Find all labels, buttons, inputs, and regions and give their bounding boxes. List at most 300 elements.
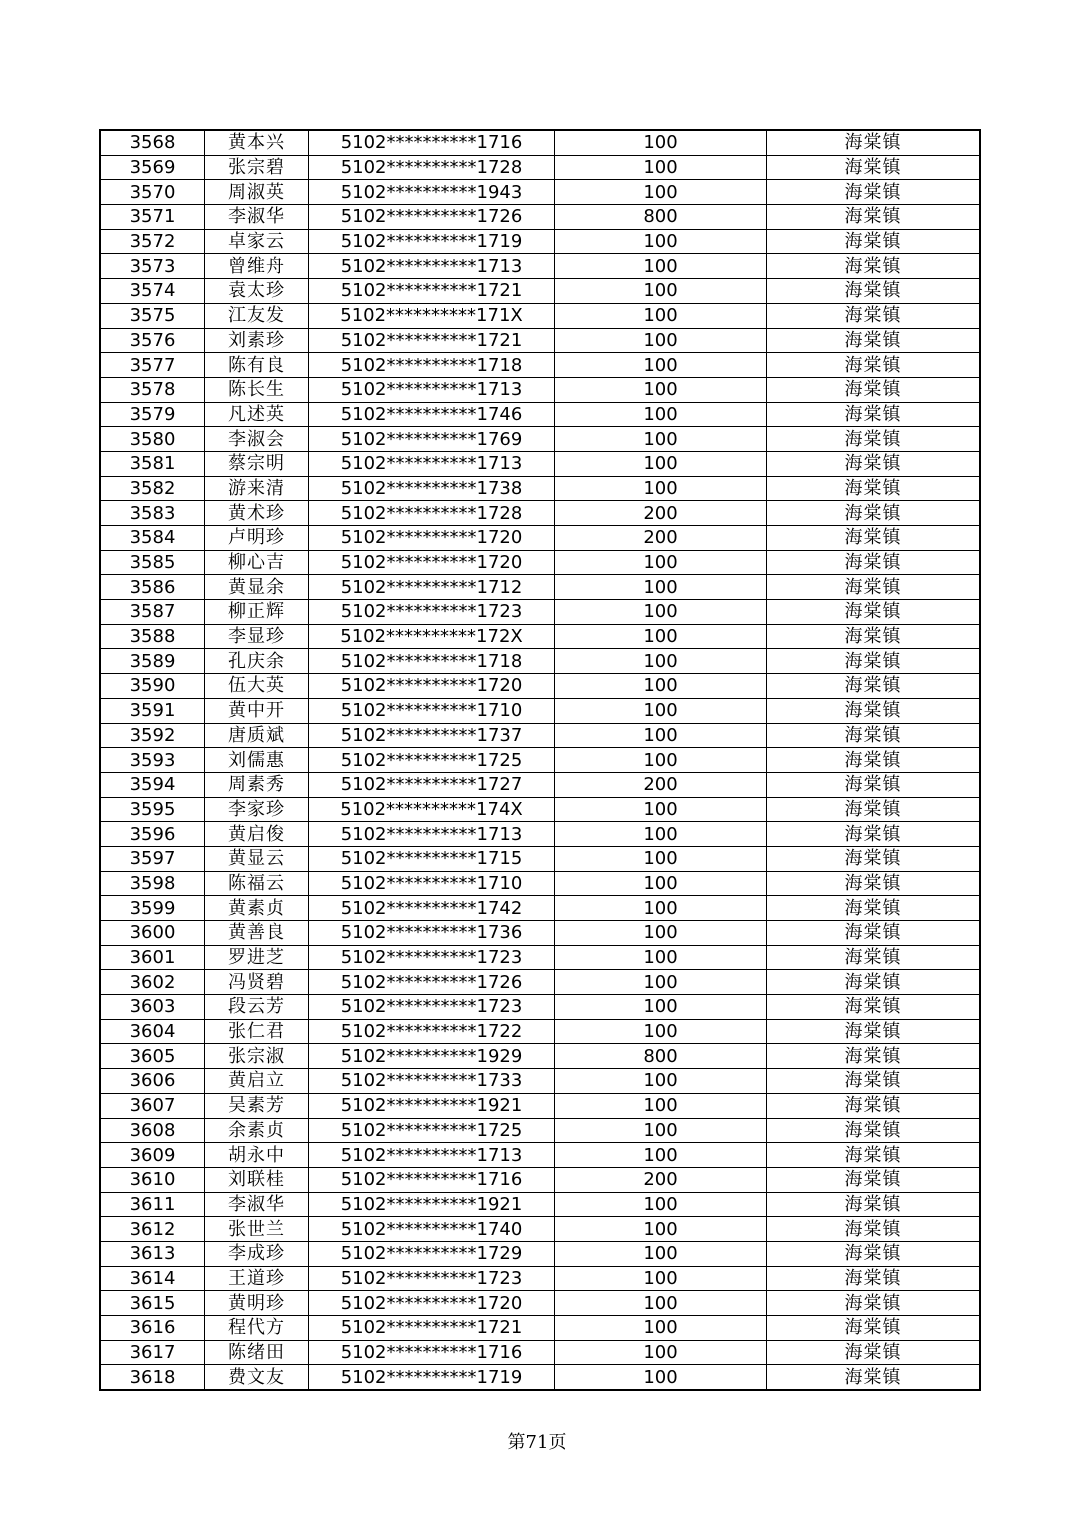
- table-row: [100, 427, 980, 452]
- row-number-cell: 3579: [100, 402, 205, 427]
- id-number-cell: 5102**********174X: [309, 797, 555, 822]
- id-number-cell: 5102**********1720: [309, 674, 555, 699]
- table-row: [100, 970, 980, 995]
- id-number-cell: 5102**********1921: [309, 1093, 555, 1118]
- id-number-cell: 5102**********1713: [309, 1143, 555, 1168]
- id-number-cell: 5102**********1943: [309, 180, 555, 205]
- amount-cell: 100: [555, 575, 767, 600]
- row-number-cell: 3610: [100, 1167, 205, 1192]
- table-row: [100, 1266, 980, 1291]
- town-cell: 海棠镇: [767, 427, 981, 452]
- row-number-cell: 3617: [100, 1340, 205, 1365]
- person-name-cell: 黄术珍: [205, 501, 309, 526]
- amount-cell: 200: [555, 526, 767, 551]
- table-row: [100, 501, 980, 526]
- person-name-cell: 李成珍: [205, 1241, 309, 1266]
- row-number-cell: 3607: [100, 1093, 205, 1118]
- row-number-cell: 3606: [100, 1069, 205, 1094]
- town-cell: 海棠镇: [767, 1241, 981, 1266]
- row-number-cell: 3598: [100, 871, 205, 896]
- town-cell: 海棠镇: [767, 600, 981, 625]
- person-name-cell: 游来清: [205, 476, 309, 501]
- id-number-cell: 5102**********1720: [309, 1291, 555, 1316]
- town-cell: 海棠镇: [767, 303, 981, 328]
- table-row: [100, 846, 980, 871]
- table-row: [100, 896, 980, 921]
- amount-cell: 800: [555, 1044, 767, 1069]
- row-number-cell: 3597: [100, 846, 205, 871]
- person-name-cell: 卢明珍: [205, 526, 309, 551]
- amount-cell: 200: [555, 772, 767, 797]
- amount-cell: 100: [555, 377, 767, 402]
- row-number-cell: 3614: [100, 1266, 205, 1291]
- row-number-cell: 3618: [100, 1365, 205, 1390]
- amount-cell: 100: [555, 1143, 767, 1168]
- person-name-cell: 刘儒惠: [205, 748, 309, 773]
- person-name-cell: 余素贞: [205, 1118, 309, 1143]
- person-name-cell: 陈福云: [205, 871, 309, 896]
- amount-cell: 100: [555, 871, 767, 896]
- amount-cell: 200: [555, 501, 767, 526]
- amount-cell: 100: [555, 600, 767, 625]
- person-name-cell: 刘联桂: [205, 1167, 309, 1192]
- person-name-cell: 唐质斌: [205, 723, 309, 748]
- table-row: [100, 1167, 980, 1192]
- amount-cell: 100: [555, 1266, 767, 1291]
- table-row: [100, 1069, 980, 1094]
- table-row: [100, 229, 980, 254]
- id-number-cell: 5102**********1728: [309, 155, 555, 180]
- id-number-cell: 5102**********1720: [309, 550, 555, 575]
- amount-cell: 100: [555, 921, 767, 946]
- town-cell: 海棠镇: [767, 130, 981, 155]
- row-number-cell: 3571: [100, 205, 205, 230]
- table-row: [100, 600, 980, 625]
- town-cell: 海棠镇: [767, 328, 981, 353]
- table-row: [100, 1044, 980, 1069]
- amount-cell: 100: [555, 254, 767, 279]
- person-name-cell: 李淑华: [205, 1192, 309, 1217]
- town-cell: 海棠镇: [767, 1093, 981, 1118]
- person-name-cell: 黄善良: [205, 921, 309, 946]
- row-number-cell: 3575: [100, 303, 205, 328]
- row-number-cell: 3602: [100, 970, 205, 995]
- row-number-cell: 3613: [100, 1241, 205, 1266]
- town-cell: 海棠镇: [767, 1167, 981, 1192]
- town-cell: 海棠镇: [767, 896, 981, 921]
- row-number-cell: 3573: [100, 254, 205, 279]
- table-row: [100, 402, 980, 427]
- person-name-cell: 蔡宗明: [205, 451, 309, 476]
- table-row: [100, 377, 980, 402]
- person-name-cell: 刘素珍: [205, 328, 309, 353]
- id-number-cell: 5102**********1713: [309, 451, 555, 476]
- town-cell: 海棠镇: [767, 279, 981, 304]
- person-name-cell: 王道珍: [205, 1266, 309, 1291]
- town-cell: 海棠镇: [767, 575, 981, 600]
- town-cell: 海棠镇: [767, 945, 981, 970]
- table-row: [100, 1143, 980, 1168]
- person-name-cell: 陈有良: [205, 353, 309, 378]
- row-number-cell: 3572: [100, 229, 205, 254]
- town-cell: 海棠镇: [767, 748, 981, 773]
- id-number-cell: 5102**********1921: [309, 1192, 555, 1217]
- amount-cell: 100: [555, 328, 767, 353]
- town-cell: 海棠镇: [767, 822, 981, 847]
- table-row: [100, 674, 980, 699]
- person-name-cell: 江友发: [205, 303, 309, 328]
- town-cell: 海棠镇: [767, 476, 981, 501]
- id-number-cell: 5102**********1736: [309, 921, 555, 946]
- person-name-cell: 张仁君: [205, 1019, 309, 1044]
- town-cell: 海棠镇: [767, 772, 981, 797]
- amount-cell: 100: [555, 155, 767, 180]
- table-row: [100, 1217, 980, 1242]
- row-number-cell: 3569: [100, 155, 205, 180]
- id-number-cell: 5102**********1733: [309, 1069, 555, 1094]
- person-name-cell: 黄明珍: [205, 1291, 309, 1316]
- person-name-cell: 李显珍: [205, 624, 309, 649]
- person-name-cell: 黄素贞: [205, 896, 309, 921]
- table-row: [100, 1291, 980, 1316]
- amount-cell: 100: [555, 1241, 767, 1266]
- table-row: [100, 550, 980, 575]
- town-cell: 海棠镇: [767, 1019, 981, 1044]
- person-name-cell: 卓家云: [205, 229, 309, 254]
- person-name-cell: 陈绪田: [205, 1340, 309, 1365]
- id-number-cell: 5102**********1716: [309, 1340, 555, 1365]
- person-name-cell: 孔庆余: [205, 649, 309, 674]
- row-number-cell: 3595: [100, 797, 205, 822]
- town-cell: 海棠镇: [767, 649, 981, 674]
- table-row: [100, 254, 980, 279]
- table-row: [100, 130, 980, 155]
- town-cell: 海棠镇: [767, 353, 981, 378]
- table-row: [100, 723, 980, 748]
- amount-cell: 100: [555, 1093, 767, 1118]
- table-row: [100, 1019, 980, 1044]
- id-number-cell: 5102**********1740: [309, 1217, 555, 1242]
- id-number-cell: 5102**********1728: [309, 501, 555, 526]
- table-row: [100, 822, 980, 847]
- town-cell: 海棠镇: [767, 180, 981, 205]
- table-row: [100, 353, 980, 378]
- town-cell: 海棠镇: [767, 254, 981, 279]
- row-number-cell: 3612: [100, 1217, 205, 1242]
- amount-cell: 100: [555, 130, 767, 155]
- town-cell: 海棠镇: [767, 723, 981, 748]
- id-number-cell: 5102**********1713: [309, 377, 555, 402]
- town-cell: 海棠镇: [767, 674, 981, 699]
- table-row: [100, 945, 980, 970]
- row-number-cell: 3576: [100, 328, 205, 353]
- person-name-cell: 黄启俊: [205, 822, 309, 847]
- table-row: [100, 205, 980, 230]
- town-cell: 海棠镇: [767, 501, 981, 526]
- town-cell: 海棠镇: [767, 1291, 981, 1316]
- town-cell: 海棠镇: [767, 205, 981, 230]
- row-number-cell: 3593: [100, 748, 205, 773]
- row-number-cell: 3588: [100, 624, 205, 649]
- person-name-cell: 柳正辉: [205, 600, 309, 625]
- row-number-cell: 3604: [100, 1019, 205, 1044]
- id-number-cell: 5102**********1720: [309, 526, 555, 551]
- id-number-cell: 5102**********1729: [309, 1241, 555, 1266]
- table-row: [100, 451, 980, 476]
- person-name-cell: 黄中开: [205, 698, 309, 723]
- table-row: [100, 1340, 980, 1365]
- id-number-cell: 5102**********1722: [309, 1019, 555, 1044]
- row-number-cell: 3585: [100, 550, 205, 575]
- amount-cell: 100: [555, 1192, 767, 1217]
- id-number-cell: 5102**********1723: [309, 995, 555, 1020]
- person-name-cell: 柳心吉: [205, 550, 309, 575]
- table-row: [100, 1192, 980, 1217]
- person-name-cell: 程代方: [205, 1316, 309, 1341]
- amount-cell: 100: [555, 229, 767, 254]
- row-number-cell: 3568: [100, 130, 205, 155]
- amount-cell: 100: [555, 970, 767, 995]
- table-row: [100, 797, 980, 822]
- town-cell: 海棠镇: [767, 1118, 981, 1143]
- town-cell: 海棠镇: [767, 995, 981, 1020]
- roster-table: [99, 129, 981, 1391]
- id-number-cell: 5102**********1719: [309, 1365, 555, 1390]
- row-number-cell: 3600: [100, 921, 205, 946]
- table-row: [100, 649, 980, 674]
- id-number-cell: 5102**********1746: [309, 402, 555, 427]
- row-number-cell: 3590: [100, 674, 205, 699]
- id-number-cell: 5102**********1726: [309, 970, 555, 995]
- amount-cell: 100: [555, 550, 767, 575]
- id-number-cell: 5102**********1716: [309, 1167, 555, 1192]
- person-name-cell: 黄显云: [205, 846, 309, 871]
- person-name-cell: 凡述英: [205, 402, 309, 427]
- person-name-cell: 李淑华: [205, 205, 309, 230]
- amount-cell: 100: [555, 995, 767, 1020]
- town-cell: 海棠镇: [767, 1365, 981, 1390]
- person-name-cell: 胡永中: [205, 1143, 309, 1168]
- town-cell: 海棠镇: [767, 1217, 981, 1242]
- person-name-cell: 黄显余: [205, 575, 309, 600]
- amount-cell: 100: [555, 1365, 767, 1390]
- table-row: [100, 476, 980, 501]
- row-number-cell: 3581: [100, 451, 205, 476]
- amount-cell: 100: [555, 674, 767, 699]
- person-name-cell: 周淑英: [205, 180, 309, 205]
- row-number-cell: 3615: [100, 1291, 205, 1316]
- id-number-cell: 5102**********1713: [309, 822, 555, 847]
- person-name-cell: 张世兰: [205, 1217, 309, 1242]
- town-cell: 海棠镇: [767, 921, 981, 946]
- id-number-cell: 5102**********1718: [309, 353, 555, 378]
- amount-cell: 100: [555, 303, 767, 328]
- id-number-cell: 5102**********1716: [309, 130, 555, 155]
- id-number-cell: 5102**********1713: [309, 254, 555, 279]
- table-row: [100, 1093, 980, 1118]
- table-row: [100, 624, 980, 649]
- amount-cell: 100: [555, 846, 767, 871]
- id-number-cell: 5102**********1742: [309, 896, 555, 921]
- id-number-cell: 5102**********1929: [309, 1044, 555, 1069]
- id-number-cell: 5102**********171X: [309, 303, 555, 328]
- roster-table-body: [100, 130, 980, 1390]
- row-number-cell: 3616: [100, 1316, 205, 1341]
- person-name-cell: 黄启立: [205, 1069, 309, 1094]
- town-cell: 海棠镇: [767, 377, 981, 402]
- table-row: [100, 180, 980, 205]
- table-row: [100, 279, 980, 304]
- amount-cell: 100: [555, 402, 767, 427]
- town-cell: 海棠镇: [767, 1143, 981, 1168]
- town-cell: 海棠镇: [767, 1340, 981, 1365]
- town-cell: 海棠镇: [767, 451, 981, 476]
- row-number-cell: 3577: [100, 353, 205, 378]
- id-number-cell: 5102**********1710: [309, 871, 555, 896]
- amount-cell: 100: [555, 180, 767, 205]
- amount-cell: 100: [555, 896, 767, 921]
- town-cell: 海棠镇: [767, 402, 981, 427]
- amount-cell: 100: [555, 1118, 767, 1143]
- row-number-cell: 3608: [100, 1118, 205, 1143]
- id-number-cell: 5102**********1718: [309, 649, 555, 674]
- person-name-cell: 张宗碧: [205, 155, 309, 180]
- row-number-cell: 3601: [100, 945, 205, 970]
- table-row: [100, 871, 980, 896]
- amount-cell: 100: [555, 279, 767, 304]
- amount-cell: 100: [555, 649, 767, 674]
- person-name-cell: 冯贤碧: [205, 970, 309, 995]
- amount-cell: 100: [555, 1340, 767, 1365]
- row-number-cell: 3591: [100, 698, 205, 723]
- row-number-cell: 3603: [100, 995, 205, 1020]
- id-number-cell: 5102**********1710: [309, 698, 555, 723]
- id-number-cell: 5102**********1738: [309, 476, 555, 501]
- id-number-cell: 5102**********1727: [309, 772, 555, 797]
- id-number-cell: 5102**********1723: [309, 945, 555, 970]
- row-number-cell: 3605: [100, 1044, 205, 1069]
- id-number-cell: 5102**********1725: [309, 1118, 555, 1143]
- amount-cell: 100: [555, 476, 767, 501]
- table-row: [100, 698, 980, 723]
- amount-cell: 100: [555, 353, 767, 378]
- table-row: [100, 1365, 980, 1390]
- row-number-cell: 3587: [100, 600, 205, 625]
- id-number-cell: 5102**********1737: [309, 723, 555, 748]
- table-row: [100, 748, 980, 773]
- row-number-cell: 3596: [100, 822, 205, 847]
- person-name-cell: 李淑会: [205, 427, 309, 452]
- person-name-cell: 陈长生: [205, 377, 309, 402]
- row-number-cell: 3594: [100, 772, 205, 797]
- town-cell: 海棠镇: [767, 1044, 981, 1069]
- amount-cell: 100: [555, 1217, 767, 1242]
- town-cell: 海棠镇: [767, 1316, 981, 1341]
- town-cell: 海棠镇: [767, 526, 981, 551]
- town-cell: 海棠镇: [767, 698, 981, 723]
- row-number-cell: 3611: [100, 1192, 205, 1217]
- town-cell: 海棠镇: [767, 970, 981, 995]
- person-name-cell: 罗进芝: [205, 945, 309, 970]
- person-name-cell: 李家珍: [205, 797, 309, 822]
- page-number: 第71页: [507, 1432, 567, 1453]
- row-number-cell: 3592: [100, 723, 205, 748]
- person-name-cell: 曾维舟: [205, 254, 309, 279]
- row-number-cell: 3584: [100, 526, 205, 551]
- id-number-cell: 5102**********1769: [309, 427, 555, 452]
- person-name-cell: 周素秀: [205, 772, 309, 797]
- town-cell: 海棠镇: [767, 871, 981, 896]
- row-number-cell: 3609: [100, 1143, 205, 1168]
- amount-cell: 100: [555, 1069, 767, 1094]
- row-number-cell: 3599: [100, 896, 205, 921]
- amount-cell: 100: [555, 1316, 767, 1341]
- row-number-cell: 3574: [100, 279, 205, 304]
- amount-cell: 100: [555, 451, 767, 476]
- id-number-cell: 5102**********1726: [309, 205, 555, 230]
- id-number-cell: 5102**********1725: [309, 748, 555, 773]
- id-number-cell: 5102**********172X: [309, 624, 555, 649]
- amount-cell: 100: [555, 1019, 767, 1044]
- row-number-cell: 3589: [100, 649, 205, 674]
- row-number-cell: 3583: [100, 501, 205, 526]
- town-cell: 海棠镇: [767, 797, 981, 822]
- id-number-cell: 5102**********1723: [309, 1266, 555, 1291]
- town-cell: 海棠镇: [767, 624, 981, 649]
- amount-cell: 100: [555, 723, 767, 748]
- town-cell: 海棠镇: [767, 229, 981, 254]
- id-number-cell: 5102**********1712: [309, 575, 555, 600]
- row-number-cell: 3582: [100, 476, 205, 501]
- table-row: [100, 772, 980, 797]
- town-cell: 海棠镇: [767, 1069, 981, 1094]
- person-name-cell: 黄本兴: [205, 130, 309, 155]
- id-number-cell: 5102**********1721: [309, 279, 555, 304]
- amount-cell: 800: [555, 205, 767, 230]
- table-row: [100, 1241, 980, 1266]
- id-number-cell: 5102**********1721: [309, 328, 555, 353]
- row-number-cell: 3570: [100, 180, 205, 205]
- roster-sheet: [99, 129, 973, 1391]
- amount-cell: 100: [555, 822, 767, 847]
- table-row: [100, 328, 980, 353]
- person-name-cell: 费文友: [205, 1365, 309, 1390]
- id-number-cell: 5102**********1715: [309, 846, 555, 871]
- person-name-cell: 段云芳: [205, 995, 309, 1020]
- id-number-cell: 5102**********1721: [309, 1316, 555, 1341]
- amount-cell: 100: [555, 945, 767, 970]
- town-cell: 海棠镇: [767, 1266, 981, 1291]
- amount-cell: 100: [555, 1291, 767, 1316]
- table-row: [100, 526, 980, 551]
- amount-cell: 100: [555, 698, 767, 723]
- town-cell: 海棠镇: [767, 1192, 981, 1217]
- table-row: [100, 995, 980, 1020]
- person-name-cell: 张宗淑: [205, 1044, 309, 1069]
- table-row: [100, 303, 980, 328]
- row-number-cell: 3578: [100, 377, 205, 402]
- table-row: [100, 575, 980, 600]
- amount-cell: 100: [555, 748, 767, 773]
- amount-cell: 100: [555, 624, 767, 649]
- table-row: [100, 155, 980, 180]
- table-row: [100, 1118, 980, 1143]
- person-name-cell: 袁太珍: [205, 279, 309, 304]
- person-name-cell: 伍大英: [205, 674, 309, 699]
- amount-cell: 200: [555, 1167, 767, 1192]
- amount-cell: 100: [555, 427, 767, 452]
- amount-cell: 100: [555, 797, 767, 822]
